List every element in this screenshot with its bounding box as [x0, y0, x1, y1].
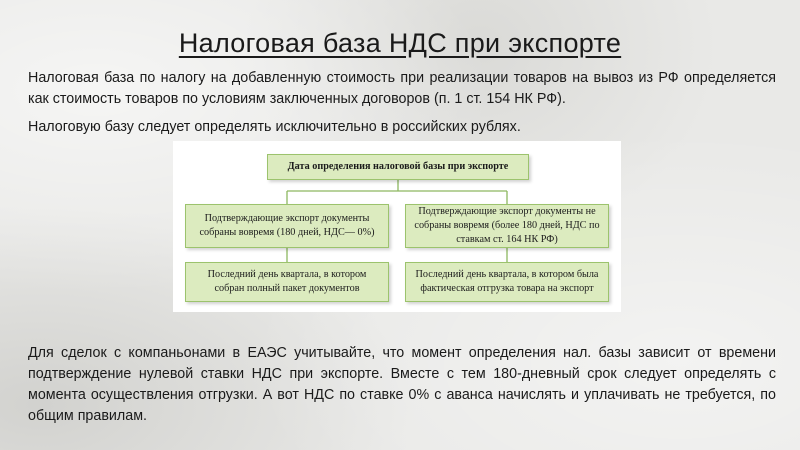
paragraph-eaeu-note: Для сделок с компаньонами в ЕАЭС учитывайте, что момент определения нал. базы зависит от времени подтверждение нулевой ставки НДС при экспорте. Вместе с тем 180-дневный срок следует определять с момента осуществления отгрузки. А вот НДС по ставке 0% с аванса начислять и уплачивать не требуется, по общим правилам. [28, 345, 776, 424]
tax-base-date-diagram [173, 141, 621, 312]
paragraph-tax-base-definition: Налоговая база по налогу на добавленную стоимость при реализации товаров на вывоз из РФ определяется как стоимость товаров по условиям заключенных договоров (п. 1 ст. 154 НК РФ). [28, 70, 776, 107]
page-title: Налоговая база НДС при экспорте [178, 28, 622, 58]
result-docs-collected-box: Последний день квартала, в котором собран полный пакет документов [185, 262, 389, 302]
result-shipment-box: Последний день квартала, в котором была фактическая отгрузка товара на экспорт [405, 262, 609, 302]
condition-docs-on-time-box: Подтверждающие экспорт документы собраны вовремя (180 дней, НДС— 0%) [185, 204, 389, 248]
condition-docs-late-box: Подтверждающие экспорт документы не собраны вовремя (более 180 дней, НДС по ставкам ст. 164 НК РФ) [405, 204, 609, 248]
paragraph-currency-rule: Налоговую базу следует определять исключительно в российских рублях. [28, 119, 521, 135]
diagram-title-box: Дата определения налоговой базы при экспорте [267, 154, 529, 180]
